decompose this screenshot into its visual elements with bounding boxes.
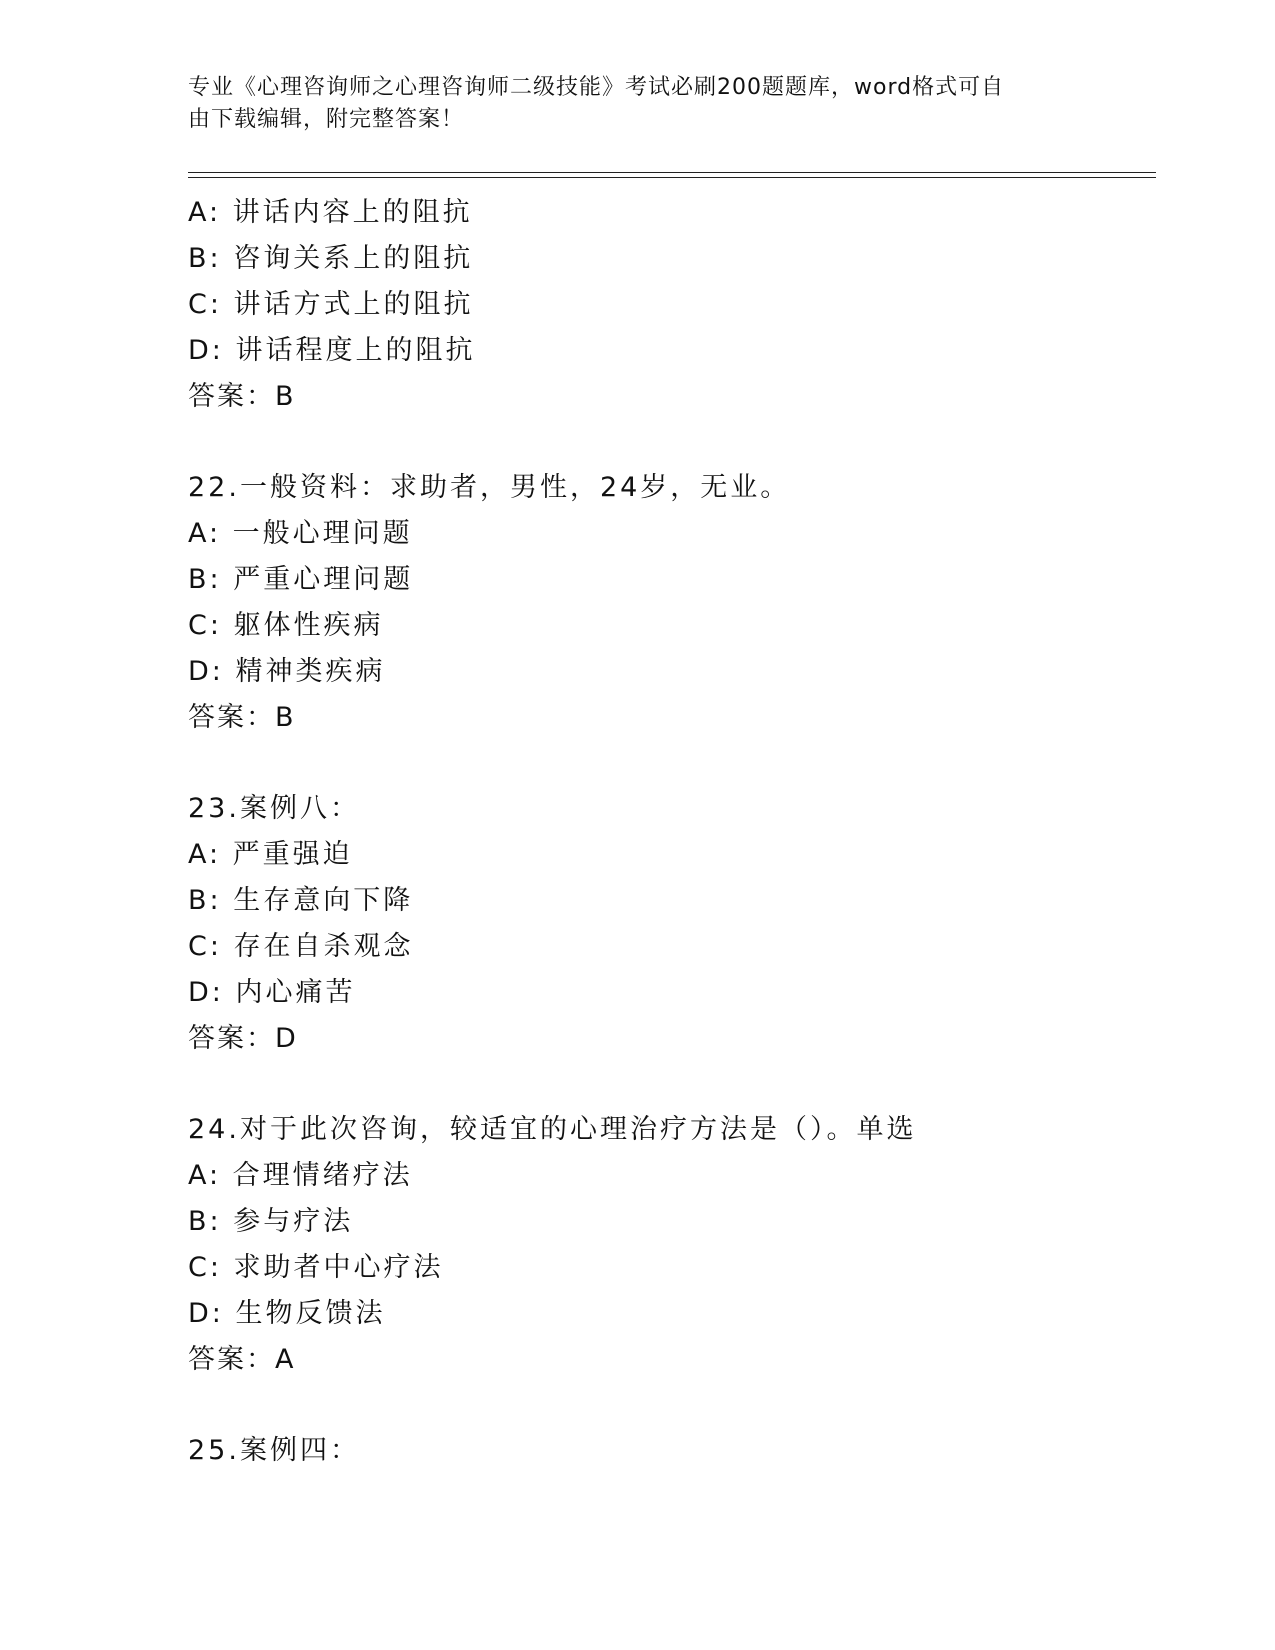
answer: 答案：A [188, 1344, 296, 1375]
option-b: B: 严重心理问题 [188, 564, 414, 595]
question-25 [188, 1428, 1148, 1474]
option-b: B: 生存意向下降 [188, 885, 414, 916]
option-c: C: 讲话方式上的阻抗 [188, 289, 474, 320]
option-a: A: 合理情绪疗法 [188, 1160, 413, 1191]
question-22 [188, 465, 1148, 741]
option-d: D: 内心痛苦 [188, 977, 356, 1008]
option-a: A: 讲话内容上的阻抗 [188, 197, 473, 228]
question-23 [188, 786, 1148, 1062]
option-b: B: 咨询关系上的阻抗 [188, 243, 474, 274]
question-24 [188, 1107, 1148, 1383]
header-title-line-1: 专业《心理咨询师之心理咨询师二级技能》考试必刷200题题库，word格式可自 [188, 75, 1005, 100]
answer: 答案：B [188, 381, 296, 412]
question-list [188, 190, 1148, 1474]
spacer [188, 1062, 1148, 1107]
spacer [188, 1383, 1148, 1428]
spacer [188, 741, 1148, 786]
question-stem: 22.一般资料：求助者，男性，24岁，无业。 [188, 472, 791, 503]
option-d: D: 讲话程度上的阻抗 [188, 335, 476, 366]
option-c: C: 存在自杀观念 [188, 931, 414, 962]
option-a: A: 严重强迫 [188, 839, 353, 870]
option-d: D: 精神类疾病 [188, 656, 386, 687]
header-divider-top [188, 172, 1156, 173]
spacer [188, 420, 1148, 465]
document-header [188, 72, 1068, 136]
option-d: D: 生物反馈法 [188, 1298, 386, 1329]
answer: 答案：B [188, 702, 296, 733]
question-21 [188, 190, 1148, 420]
option-a: A: 一般心理问题 [188, 518, 413, 549]
question-stem: 24.对于此次咨询，较适宜的心理治疗方法是（）。单选 [188, 1114, 917, 1145]
header-title-line-2: 由下载编辑，附完整答案！ [188, 107, 465, 132]
header-divider-bottom [188, 177, 1156, 178]
question-stem: 25.案例四： [188, 1435, 360, 1466]
question-stem: 23.案例八： [188, 793, 360, 824]
answer: 答案：D [188, 1023, 298, 1054]
option-b: B: 参与疗法 [188, 1206, 354, 1237]
option-c: C: 求助者中心疗法 [188, 1252, 444, 1283]
option-c: C: 躯体性疾病 [188, 610, 384, 641]
